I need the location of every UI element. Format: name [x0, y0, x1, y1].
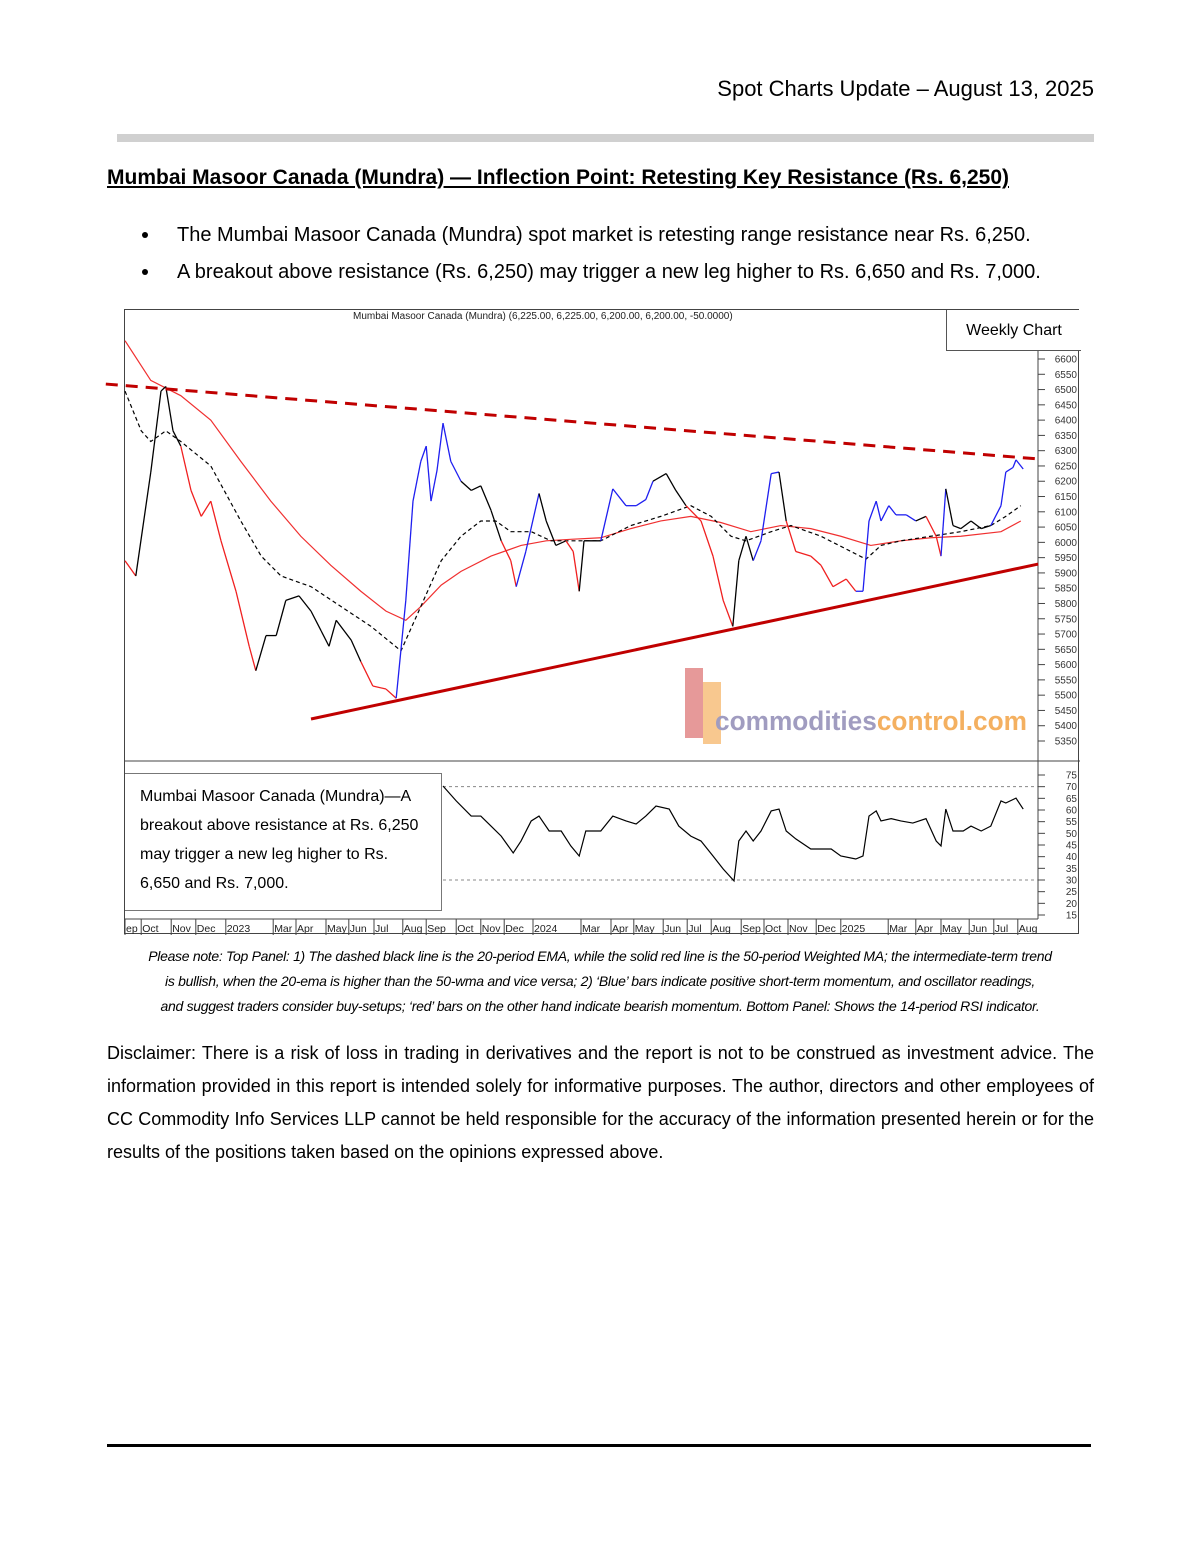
price-segment [336, 620, 351, 640]
x-tick-label: Apr [612, 923, 629, 935]
price-tick-label: 6000 [1054, 537, 1077, 549]
price-segment [613, 489, 626, 506]
weekly-price-chart [124, 309, 1079, 934]
x-tick-label: Nov [172, 923, 191, 935]
price-segment [936, 536, 941, 556]
rsi-tick-label: 15 [1065, 910, 1077, 922]
price-segment [1006, 467, 1013, 472]
price-tick-label: 6050 [1054, 522, 1077, 534]
x-tick-label: Mar [274, 923, 293, 935]
price-segment [125, 561, 136, 576]
rsi-tick-label: 70 [1065, 782, 1077, 794]
price-segment [181, 446, 191, 490]
rsi-tick-label: 20 [1065, 898, 1077, 910]
price-segment [461, 481, 471, 490]
price-segment [573, 552, 579, 592]
x-tick-label: Jun [970, 923, 988, 935]
price-segment [723, 600, 733, 626]
price-segment [811, 556, 821, 565]
price-segment [236, 591, 249, 646]
price-segment [396, 600, 406, 698]
price-segment [431, 471, 437, 502]
price-segment [191, 490, 201, 516]
x-tick-label: Oct [142, 923, 159, 935]
price-segment [676, 490, 686, 505]
price-segment [636, 500, 646, 506]
x-tick-label: Mar [889, 923, 908, 935]
price-tick-label: 5650 [1054, 644, 1077, 656]
x-tick-label: ep [126, 923, 138, 935]
price-tick-label: 5600 [1054, 660, 1077, 672]
price-segment [686, 506, 701, 521]
price-segment [276, 600, 286, 635]
price-segment [173, 431, 181, 446]
price-tick-label: 6250 [1054, 461, 1077, 473]
price-segment [471, 486, 481, 491]
price-segment [443, 423, 451, 461]
rsi-tick-label: 25 [1065, 887, 1077, 899]
x-tick-label: Dec [505, 923, 524, 935]
price-segment [211, 501, 221, 541]
rsi-tick-label: 40 [1065, 852, 1077, 864]
x-tick-label: Jul [688, 923, 702, 935]
price-segment [286, 596, 299, 601]
price-tick-label: 5550 [1054, 675, 1077, 687]
price-segment [566, 541, 573, 552]
price-segment [351, 640, 361, 661]
rsi-tick-label: 60 [1065, 805, 1077, 817]
x-tick-label: 2024 [534, 923, 558, 935]
price-tick-label: 5800 [1054, 598, 1077, 610]
price-segment [771, 472, 779, 474]
watermark-logo-bar [685, 668, 703, 738]
price-tick-label: 5450 [1054, 705, 1077, 717]
price-segment [926, 516, 936, 536]
price-segment [881, 506, 889, 521]
price-segment [329, 620, 336, 646]
price-segment [256, 636, 266, 671]
price-segment [779, 472, 786, 521]
price-segment [201, 501, 211, 516]
price-tick-label: 6150 [1054, 492, 1077, 504]
price-segment [437, 423, 443, 470]
price-segment [863, 521, 869, 591]
price-segment [511, 561, 516, 587]
x-tick-label: Dec [196, 923, 216, 935]
price-tick-label: 5950 [1054, 553, 1077, 565]
x-tick-label: Sep [742, 923, 761, 935]
bullet-item: The Mumbai Masoor Canada (Mundra) spot market is retesting range resistance near Rs. 6,250. [140, 221, 1041, 258]
price-tick-label: 6200 [1054, 476, 1077, 488]
price-segment [556, 541, 566, 546]
price-segment [701, 521, 713, 556]
chart-title: Mumbai Masoor Canada (Mundra) (6,225.00, 6,225.00, 6,200.00, 6,200.00, -50.0000) [353, 311, 733, 322]
price-tick-label: 6450 [1054, 400, 1077, 412]
price-tick-label: 6100 [1054, 507, 1077, 519]
x-tick-label: Nov [481, 923, 501, 935]
price-segment [221, 541, 236, 591]
price-tick-label: 5500 [1054, 690, 1077, 702]
price-segment [1001, 472, 1006, 506]
price-tick-label: 5850 [1054, 583, 1077, 595]
x-tick-label: Nov [789, 923, 808, 935]
rsi-tick-label: 55 [1065, 817, 1077, 829]
x-tick-label: Jul [375, 923, 389, 935]
header-divider [117, 134, 1094, 142]
price-segment [889, 506, 896, 515]
price-segment [546, 521, 556, 545]
price-segment [166, 387, 173, 431]
price-segment [1016, 460, 1023, 469]
price-segment [501, 541, 511, 561]
caption-line: Please note: Top Panel: 1) The dashed black line is the 20-period EMA, while the solid red line is the 50-period Weighted MA; the intermediate-term trend [148, 948, 1052, 964]
price-segment [299, 596, 311, 611]
x-tick-label: Aug [712, 923, 731, 935]
x-tick-label: May [634, 923, 655, 935]
x-tick-label: 2023 [226, 923, 251, 935]
price-segment [666, 474, 676, 491]
x-tick-label: Jun [349, 923, 367, 935]
price-segment [516, 552, 526, 587]
price-segment [653, 474, 666, 482]
price-segment [876, 501, 881, 521]
rsi-tick-label: 75 [1065, 770, 1077, 782]
price-tick-label: 6300 [1054, 446, 1077, 458]
price-segment [426, 446, 431, 501]
rsi-tick-label: 65 [1065, 793, 1077, 805]
report-header: Spot Charts Update – August 13, 2025 [717, 76, 1094, 101]
x-tick-label: Jul [994, 923, 1009, 935]
price-segment [971, 521, 981, 529]
price-segment [821, 565, 833, 586]
support-trendline [311, 564, 1038, 719]
x-tick-label: Oct [457, 923, 474, 935]
x-tick-label: Apr [297, 923, 314, 935]
x-tick-label: Oct [765, 923, 782, 935]
price-segment [311, 611, 321, 631]
ema20-line [125, 391, 1021, 651]
price-tick-label: 5700 [1054, 629, 1077, 641]
price-segment [953, 526, 961, 529]
rsi-tick-label: 50 [1065, 828, 1077, 840]
price-tick-label: 6500 [1054, 385, 1077, 397]
x-tick-label: Aug [1018, 923, 1038, 935]
price-segment [761, 474, 771, 541]
caption-line: is bullish, when the 20-ema is higher than the 50-wma and vice versa; 2) ‘Blue’ bars indicate positive short-term momentum, and oscillator readings, [165, 973, 1035, 989]
x-tick-label: Sep [427, 923, 446, 935]
timeframe-label: Weekly Chart [946, 310, 1081, 351]
price-tick-label: 6400 [1054, 415, 1077, 427]
x-tick-label: Jun [664, 923, 682, 935]
price-segment [916, 516, 926, 521]
section-title: Mumbai Masoor Canada (Mundra) — Inflection Point: Retesting Key Resistance (Rs. 6,250) [107, 166, 1009, 189]
price-segment [136, 472, 151, 576]
price-tick-label: 5750 [1054, 614, 1077, 626]
price-segment [451, 461, 461, 481]
rsi-tick-label: 35 [1065, 863, 1077, 875]
price-segment [961, 521, 971, 529]
price-segment [386, 689, 396, 698]
price-segment [413, 461, 421, 501]
price-segment [833, 579, 846, 587]
rsi-tick-label: 30 [1065, 875, 1077, 887]
price-segment [869, 501, 876, 521]
price-segment [796, 552, 811, 557]
footer-divider [107, 1444, 1091, 1447]
price-segment [481, 486, 491, 510]
rsi-line [443, 786, 1023, 881]
price-segment [733, 561, 739, 627]
price-segment [421, 446, 426, 461]
price-tick-label: 5400 [1054, 721, 1077, 733]
chart-caption [90, 944, 1110, 1019]
price-segment [491, 510, 501, 541]
wma50-line [125, 341, 1021, 621]
price-segment [361, 662, 373, 686]
x-tick-label: May [942, 923, 962, 935]
price-tick-label: 6550 [1054, 369, 1077, 381]
x-tick-label: 2025 [841, 923, 866, 935]
price-segment [713, 556, 723, 600]
price-segment [906, 515, 916, 521]
price-tick-label: 6600 [1054, 354, 1077, 366]
price-segment [601, 489, 613, 541]
price-tick-label: 6350 [1054, 430, 1077, 442]
x-tick-label: Apr [916, 923, 934, 935]
x-tick-label: Aug [403, 923, 423, 935]
key-points [140, 221, 1041, 295]
bullet-item: A breakout above resistance (Rs. 6,250) may trigger a new leg higher to Rs. 6,650 and Rs. 7,000. [140, 258, 1041, 295]
x-tick-label: Mar [582, 923, 601, 935]
resistance-trendline [106, 384, 1038, 459]
price-segment [321, 631, 329, 646]
rsi-tick-label: 45 [1065, 840, 1077, 852]
price-segment [646, 481, 653, 499]
watermark-text: commoditiescontrol.com [715, 706, 1032, 736]
price-tick-label: 5350 [1054, 736, 1077, 748]
x-tick-label: Dec [817, 923, 836, 935]
price-segment [151, 391, 161, 472]
rsi-annotation-box: Mumbai Masoor Canada (Mundra)—A breakout above resistance at Rs. 6,250 may trigger a new leg higher to Rs. 6,650 and Rs. 7,000. [125, 773, 442, 911]
price-segment [941, 489, 946, 556]
caption-line: and suggest traders consider buy-setups; ‘red’ bars on the other hand indicate bearish momentum. Bottom Panel: Shows the 14-period RSI indicator. [160, 998, 1040, 1014]
x-tick-label: May [327, 923, 347, 935]
price-segment [249, 646, 256, 670]
price-segment [406, 501, 413, 600]
price-segment [579, 541, 584, 591]
price-segment [539, 493, 546, 521]
disclaimer: Disclaimer: There is a risk of loss in trading in derivatives and the report is not to be construed as investment advice. The information provided in this report is intended solely for informative purposes. The author, directors and other employees of CC Commodity Info Services LLP cannot be held responsible for the accuracy of the information presented herein or for the results of the positions taken based on the opinions expressed above. [107, 1043, 1094, 1162]
price-segment [373, 686, 386, 689]
price-segment [991, 506, 1001, 526]
price-segment [753, 541, 761, 561]
price-tick-label: 5900 [1054, 568, 1077, 580]
price-segment [946, 489, 953, 526]
price-segment [1013, 460, 1016, 468]
price-segment [846, 579, 856, 591]
